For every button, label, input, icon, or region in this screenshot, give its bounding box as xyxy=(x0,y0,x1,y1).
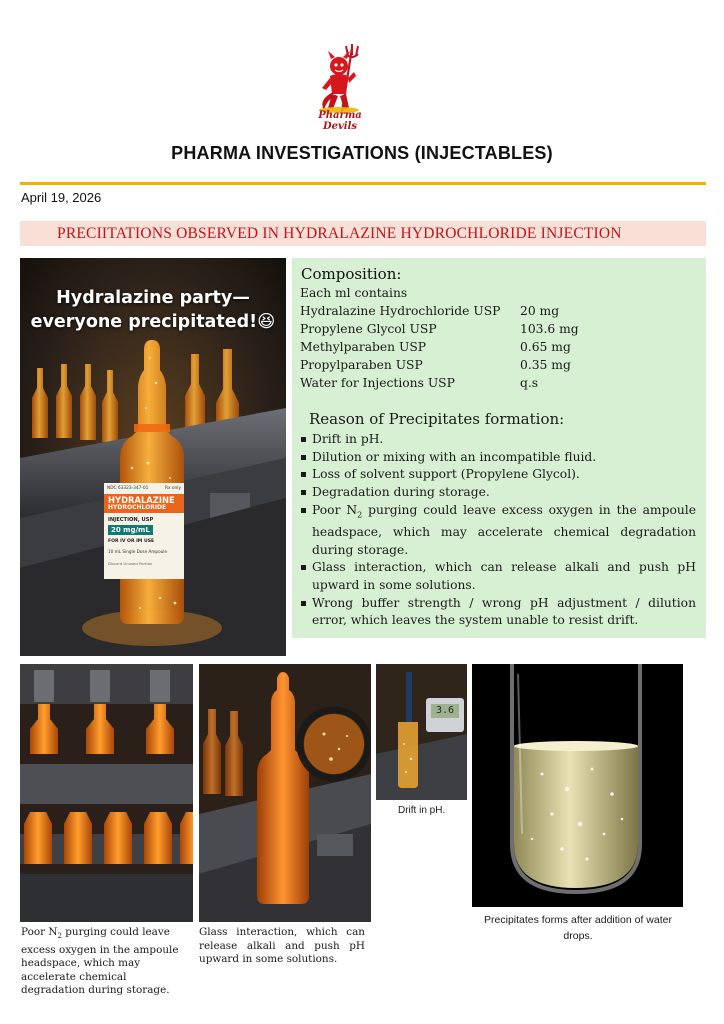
reason-n2-before: Poor N xyxy=(312,502,358,517)
figure-glass-interaction-caption: Glass interaction, which can release alkali and push pH upward in some solutions. xyxy=(199,926,365,965)
label-drug-name-line1: HYDRALAZINE xyxy=(108,495,175,505)
label-concentration: 20 mg/mL xyxy=(108,525,153,535)
hero-caption xyxy=(20,286,286,334)
logo-text: Pharma Devils xyxy=(318,110,362,132)
figure-nitrogen-purging-caption xyxy=(21,926,193,998)
figure-test-tube-caption: Precipitates forms after addition of water drops. xyxy=(484,914,672,942)
composition-subtitle: Each ml contains xyxy=(300,286,408,300)
figure-nitrogen-purging-illustration xyxy=(20,664,193,922)
figure-test-tube-precipitate xyxy=(472,664,683,907)
figure-nitrogen-purging xyxy=(20,664,193,922)
composition-table xyxy=(300,304,600,394)
reason-n2-after: purging could leave excess oxygen in the ampoule headspace, which may accelerate chemical degradation during storage. xyxy=(312,502,696,557)
reasons-title: Reason of Precipitates formation: xyxy=(309,410,565,428)
label-rx: Rx only xyxy=(165,486,181,491)
figure-test-tube-illustration xyxy=(472,664,683,907)
ingredient-name: Water for Injections USP xyxy=(300,376,455,390)
label-ndc: NDC 63323-347-01 xyxy=(107,486,149,491)
ingredient-name: Hydralazine Hydrochloride USP xyxy=(300,304,501,318)
reason-item: Glass interaction, which can release alkali and push pH upward in some solutions. xyxy=(300,559,696,594)
page-title: PHARMA INVESTIGATIONS (INJECTABLES) xyxy=(171,143,553,163)
title-divider xyxy=(20,182,706,185)
fig1-caption-before: Poor N xyxy=(21,926,58,938)
figure-ph-drift-caption: Drift in pH. xyxy=(398,805,446,816)
figure-glass-interaction xyxy=(199,664,371,922)
figure-ph-drift-illustration xyxy=(376,664,467,800)
ampoule-label xyxy=(104,483,184,579)
reason-item-n2 xyxy=(300,502,696,560)
label-volume: 10 mL Single Dose Ampoule xyxy=(108,549,168,554)
reason-item: Dilution or mixing with an incompatible fluid. xyxy=(300,449,696,467)
composition-title: Composition: xyxy=(301,265,402,283)
ingredient-name: Propylparaben USP xyxy=(300,358,423,372)
reason-n2-sub: 2 xyxy=(357,510,363,520)
fig1-caption-sub: 2 xyxy=(57,932,62,941)
ingredient-qty: 20 mg xyxy=(520,304,560,318)
reason-item: Drift in pH. xyxy=(300,431,696,449)
label-route: FOR IV OR IM USE xyxy=(108,539,155,544)
info-panel xyxy=(292,258,706,638)
composition-row xyxy=(300,322,600,340)
composition-row xyxy=(300,304,600,322)
ph-meter-reading: 3.6 xyxy=(436,705,455,716)
label-injection: INJECTION, USP xyxy=(108,517,154,523)
label-drug-name-line2: HYDROCHLORIDE xyxy=(108,503,167,511)
label-drug-name xyxy=(104,494,184,513)
hero-ampoule-image xyxy=(20,258,286,656)
topic-banner-text: PRECIITATIONS OBSERVED IN HYDRALAZINE HYDROCHLORIDE INJECTION xyxy=(57,225,622,242)
ingredient-name: Propylene Glycol USP xyxy=(300,322,437,336)
figure-ph-drift xyxy=(376,664,467,800)
document-date: April 19, 2026 xyxy=(21,190,102,205)
ingredient-qty: 103.6 mg xyxy=(520,322,579,336)
topic-banner xyxy=(20,221,706,246)
hero-caption-line1: Hydralazine party— xyxy=(56,288,250,308)
ingredient-name: Methylparaben USP xyxy=(300,340,427,354)
composition-row xyxy=(300,376,600,394)
hero-caption-line2: everyone precipitated!😆 xyxy=(30,312,276,333)
reasons-list xyxy=(300,431,696,630)
label-discard: Discard Unused Portion xyxy=(108,561,153,566)
figure-glass-interaction-illustration xyxy=(199,664,371,922)
ingredient-qty: 0.35 mg xyxy=(520,358,571,372)
composition-row xyxy=(300,340,600,358)
ingredient-qty: q.s xyxy=(520,376,539,390)
fig1-caption-after: purging could leave excess oxygen in the ampoule headspace, which may accelerate chemical degradation during storage. xyxy=(21,926,179,997)
composition-row xyxy=(300,358,600,376)
reason-item: Wrong buffer strength / wrong pH adjustment / dilution error, which leaves the system unable to resist drift. xyxy=(300,595,696,630)
reason-item: Degradation during storage. xyxy=(300,484,696,502)
ingredient-qty: 0.65 mg xyxy=(520,340,571,354)
reason-item: Loss of solvent support (Propylene Glycol). xyxy=(300,466,696,484)
